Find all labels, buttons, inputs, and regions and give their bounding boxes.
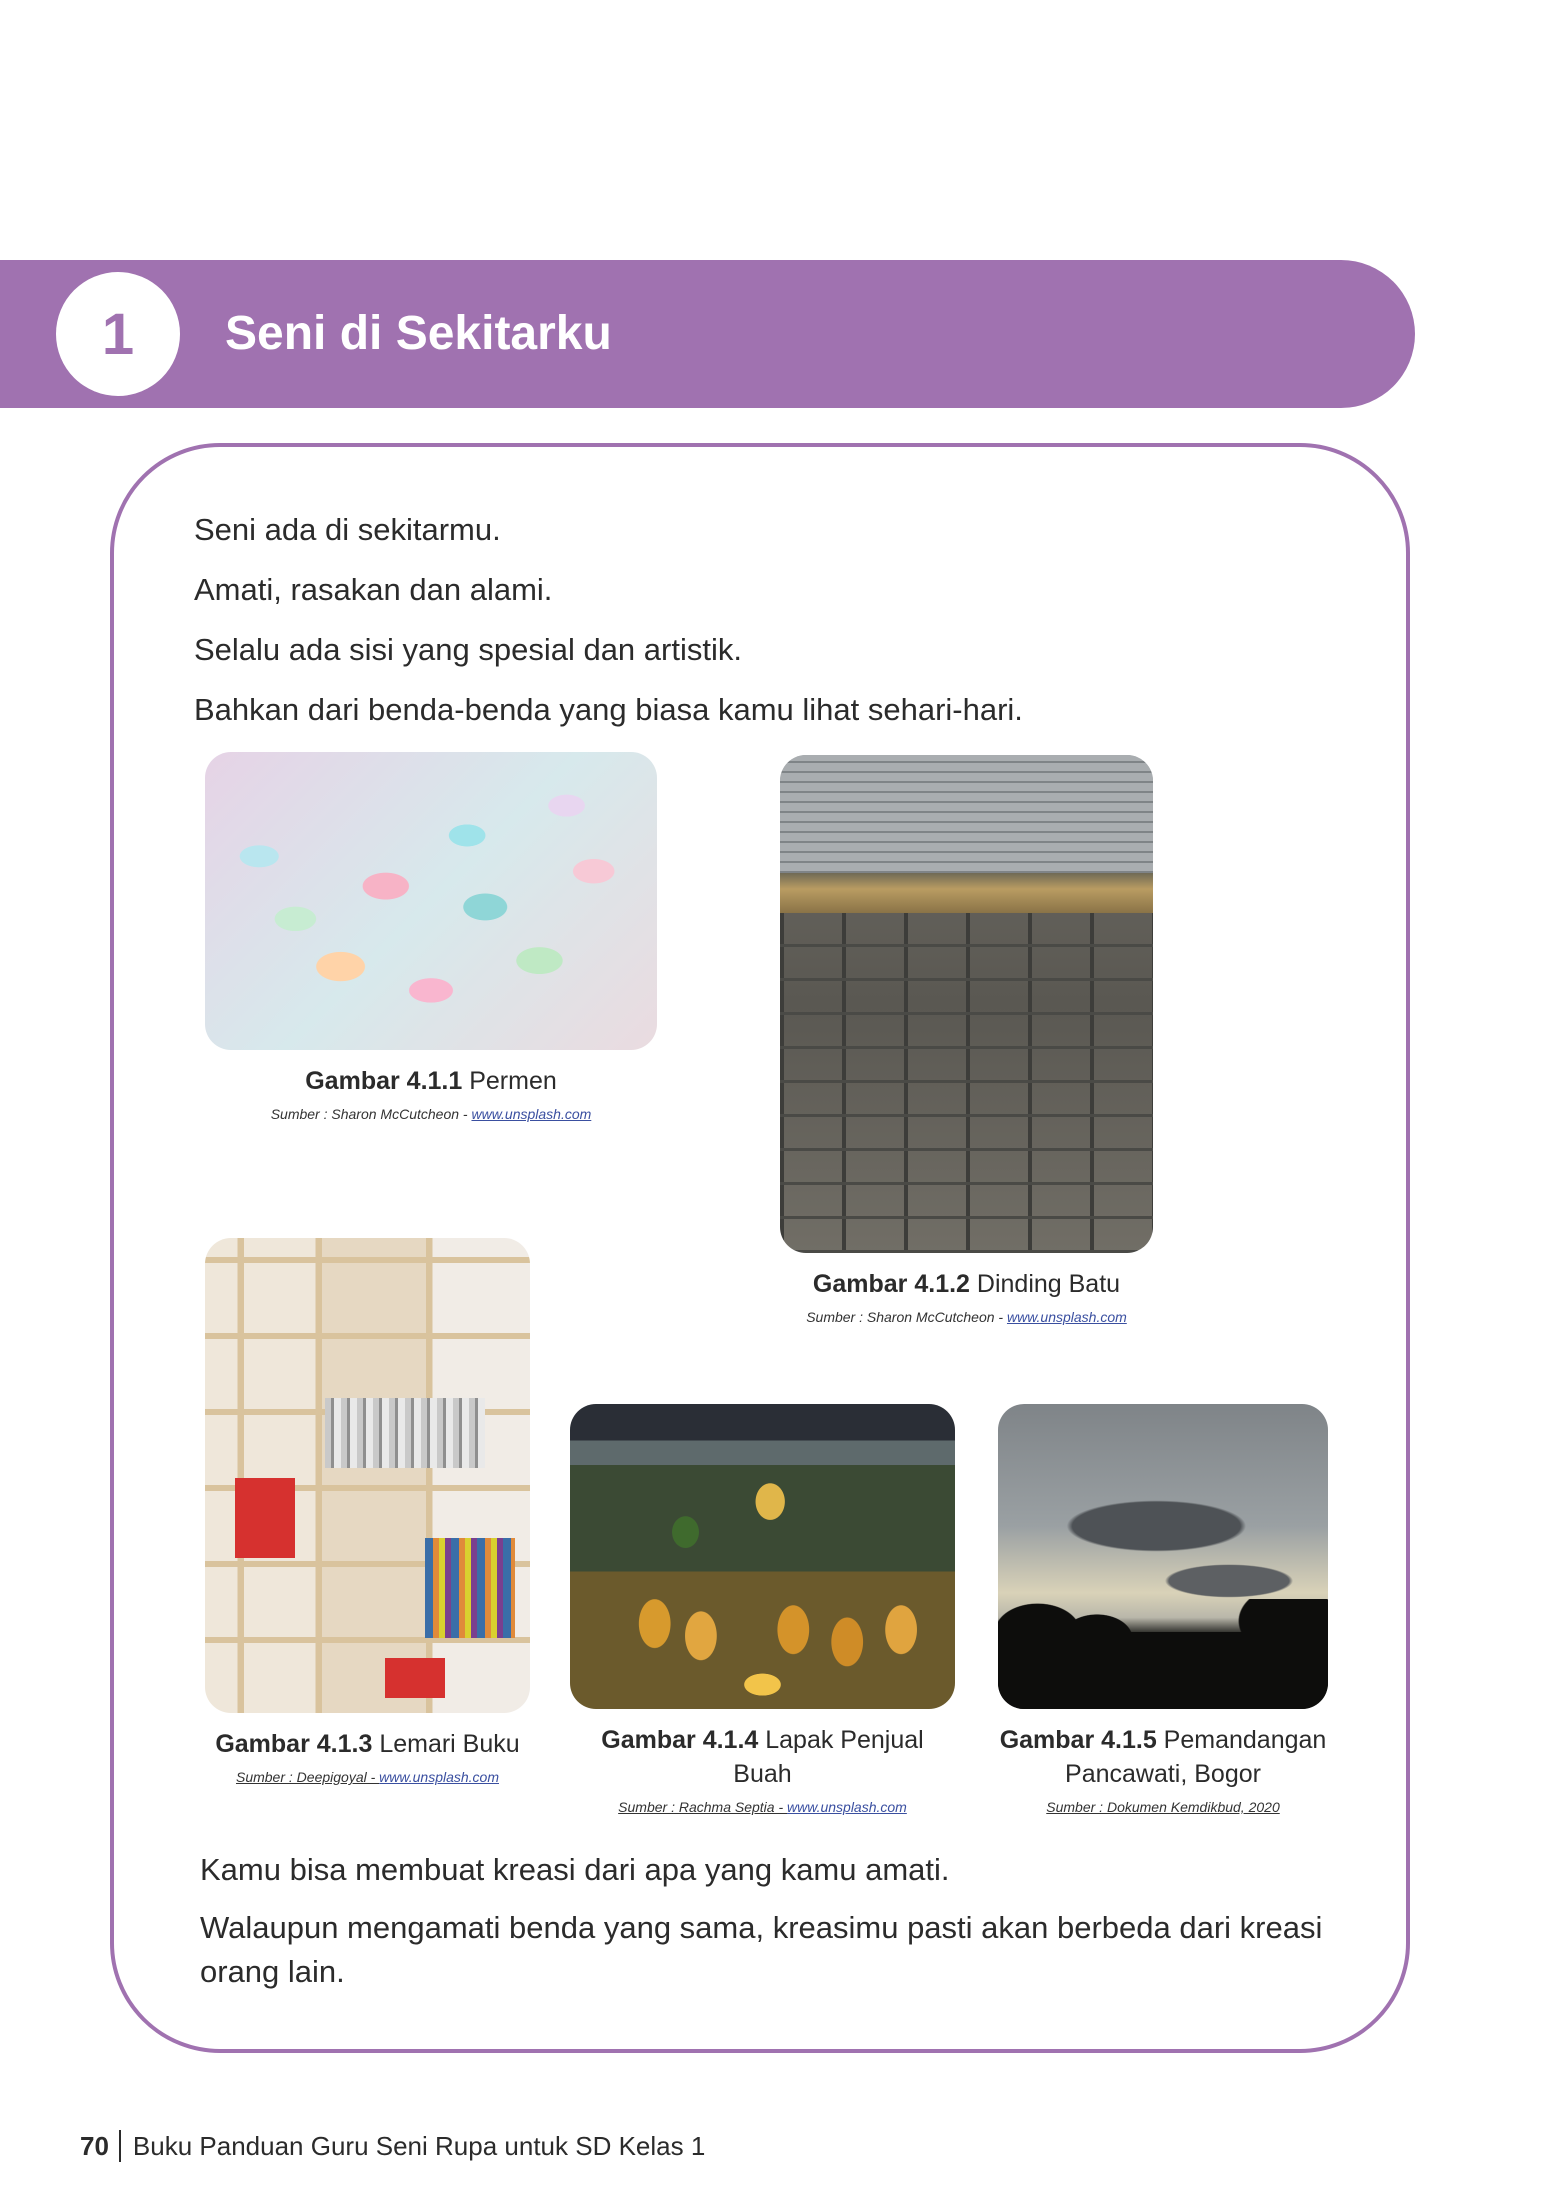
books-shape [425, 1538, 515, 1638]
section-title: Seni di Sekitarku [225, 307, 612, 360]
figure-label: Gambar 4.1.5 [999, 1726, 1157, 1754]
landscape-photo [998, 1404, 1328, 1709]
figure-label: Gambar 4.1.2 [812, 1270, 970, 1298]
intro-line: Seni ada di sekitarmu. [194, 512, 501, 547]
bookshelf-photo [205, 1238, 530, 1713]
source-link[interactable]: www.unsplash.com [787, 1799, 907, 1815]
source-link[interactable]: www.unsplash.com [1006, 1309, 1127, 1325]
intro-text [194, 500, 1344, 740]
section-number-badge [56, 272, 180, 396]
page-number: 70 [80, 2130, 109, 2161]
page-footer [80, 2130, 705, 2162]
source-credit: Sumber : Dokumen Kemdikbud, 2020 [1046, 1799, 1280, 1815]
books-shape [325, 1398, 485, 1468]
figure-caption [205, 1727, 530, 1761]
fruit-stall-photo [570, 1404, 955, 1709]
figure-source [780, 1309, 1153, 1325]
intro-line: Selalu ada sisi yang spesial dan artistik. [194, 632, 742, 667]
outro-text [200, 1848, 1350, 2008]
figure-landscape [998, 1404, 1328, 1815]
figure-label: Gambar 4.1.3 [215, 1730, 373, 1758]
intro-line: Amati, rasakan dan alami. [194, 572, 553, 607]
figure-caption [780, 1267, 1153, 1301]
section-banner [0, 260, 1415, 408]
roof-shape [780, 755, 1153, 873]
outro-line: Kamu bisa membuat kreasi dari apa yang kamu amati. [200, 1852, 950, 1887]
figure-label: Gambar 4.1.4 [601, 1726, 759, 1754]
red-folder-shape [235, 1478, 295, 1558]
figure-bookshelf [205, 1238, 530, 1785]
source-link[interactable]: www.unsplash.com [471, 1106, 592, 1122]
intro-line: Bahkan dari benda-benda yang biasa kamu lihat sehari-hari. [194, 692, 1023, 727]
book-title: Buku Panduan Guru Seni Rupa untuk SD Kelas 1 [132, 2130, 706, 2161]
figure-caption [978, 1723, 1348, 1791]
figure-stone-wall [780, 755, 1153, 1325]
source-credit: Sumber : Sharon McCutcheon - [270, 1106, 472, 1122]
box-shape [385, 1658, 445, 1698]
source-credit: Sumber : Rachma Septia - [618, 1799, 788, 1815]
figure-caption [205, 1064, 657, 1098]
figure-caption-text: Lemari Buku [379, 1730, 520, 1758]
outro-line: Walaupun mengamati benda yang sama, kreasimu pasti akan berbeda dari kreasi orang lain. [200, 1910, 1323, 1989]
stone-wall-photo [780, 755, 1153, 1253]
figure-fruit-stall [570, 1404, 955, 1815]
figure-caption-text: Lapak Penjual Buah [733, 1726, 924, 1788]
figure-source [570, 1799, 955, 1815]
grass-shape [780, 873, 1153, 913]
source-credit: Sumber : Deepigoyal - [235, 1769, 380, 1785]
section-number: 1 [101, 301, 135, 367]
figure-source [205, 1769, 530, 1785]
figure-source [205, 1106, 657, 1122]
figure-candy [205, 752, 657, 1122]
figure-caption-text: Dinding Batu [976, 1270, 1121, 1298]
figure-caption-text: Permen [469, 1067, 557, 1095]
figure-label: Gambar 4.1.1 [305, 1067, 463, 1095]
source-credit: Sumber : Sharon McCutcheon - [806, 1309, 1007, 1325]
figure-caption [570, 1723, 955, 1791]
figure-source [998, 1799, 1328, 1815]
candy-photo [205, 752, 657, 1050]
footer-divider [119, 2130, 121, 2162]
trees-silhouette [998, 1599, 1328, 1709]
source-link[interactable]: www.unsplash.com [379, 1769, 499, 1785]
figure-caption-text: Pemandangan Pancawati, Bogor [1065, 1726, 1327, 1788]
